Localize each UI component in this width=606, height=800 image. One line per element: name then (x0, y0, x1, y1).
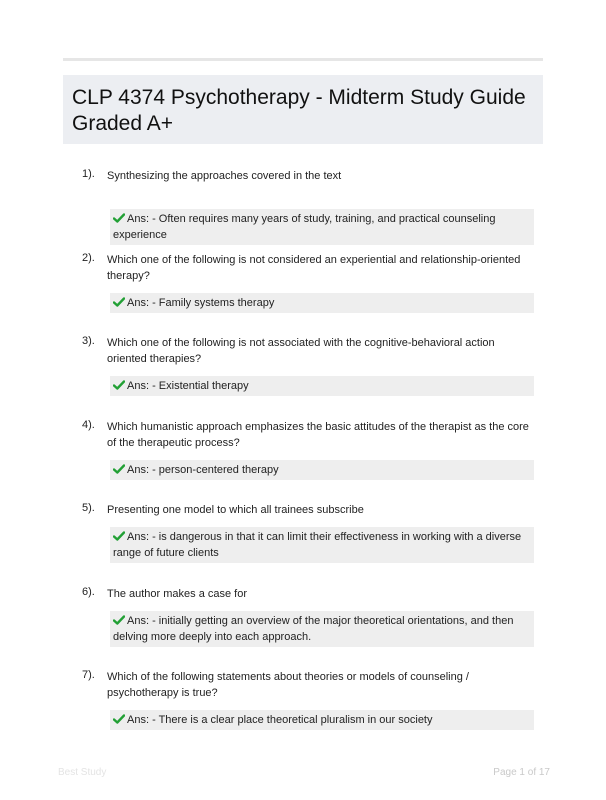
question-number: 2). (82, 251, 95, 264)
answer-text: Ans: - is dangerous in that it can limit their effectiveness in working with a diverse range of future clients (113, 531, 522, 559)
checkmark-icon (113, 213, 125, 223)
question-number: 5). (82, 502, 95, 514)
question-text: The author makes a case for (107, 587, 248, 600)
question-number: 3). (82, 335, 95, 347)
checkmark-icon (113, 714, 125, 724)
answer-box (110, 209, 534, 245)
question-item (63, 411, 543, 495)
answer-box (110, 527, 534, 563)
question-text: Which one of the following is not associated with the cognitive-behavioral action oriented therapies? (107, 337, 495, 365)
checkmark-icon (113, 380, 125, 390)
question-text: Synthesizing the approaches covered in the text (107, 170, 342, 182)
top-divider (63, 58, 543, 61)
answer-box (110, 293, 534, 313)
footer-brand: Best Study (58, 767, 107, 778)
answer-box (110, 376, 534, 396)
question-text: Presenting one model to which all trainees subscribe (107, 504, 364, 516)
question-number: 4). (82, 418, 95, 431)
question-item (63, 661, 543, 745)
question-text: Which of the following statements about theories or models of counseling / psychotherapy is true? (107, 671, 469, 699)
answer-box (110, 710, 534, 730)
footer-page-number: Page 1 of 17 (493, 767, 550, 778)
question-item (63, 160, 543, 244)
question-item (63, 494, 543, 578)
question-list (63, 160, 543, 745)
answer-text: Ans: - initially getting an overview of the major theoretical orientations, and then delving more deeply into each approach. (113, 614, 514, 643)
checkmark-icon (113, 615, 125, 625)
question-number: 6). (82, 585, 95, 598)
answer-text: Ans: - Often requires many years of study, training, and practical counseling experience (113, 213, 496, 241)
answer-text: Ans: - Existential therapy (127, 380, 249, 392)
question-text: Which one of the following is not considered an experiential and relationship-oriented therapy? (107, 253, 521, 282)
question-number: 1). (82, 168, 95, 180)
answer-text: Ans: - There is a clear place theoretical pluralism in our society (127, 714, 433, 726)
answer-text: Ans: - Family systems therapy (127, 296, 275, 309)
question-text: Which humanistic approach emphasizes the basic attitudes of the therapist as the core of the therapeutic process? (107, 420, 529, 449)
checkmark-icon (113, 464, 125, 474)
question-item (63, 578, 543, 662)
checkmark-icon (113, 531, 125, 541)
question-number: 7). (82, 669, 95, 681)
answer-box (110, 611, 534, 647)
document-title: CLP 4374 Psychotherapy - Midterm Study Guide Graded A+ (72, 86, 526, 135)
answer-text: Ans: - person-centered therapy (127, 463, 279, 476)
document-title-box (63, 75, 543, 144)
answer-box (110, 460, 534, 480)
question-item (63, 327, 543, 411)
checkmark-icon (113, 297, 125, 307)
question-item (63, 244, 543, 328)
